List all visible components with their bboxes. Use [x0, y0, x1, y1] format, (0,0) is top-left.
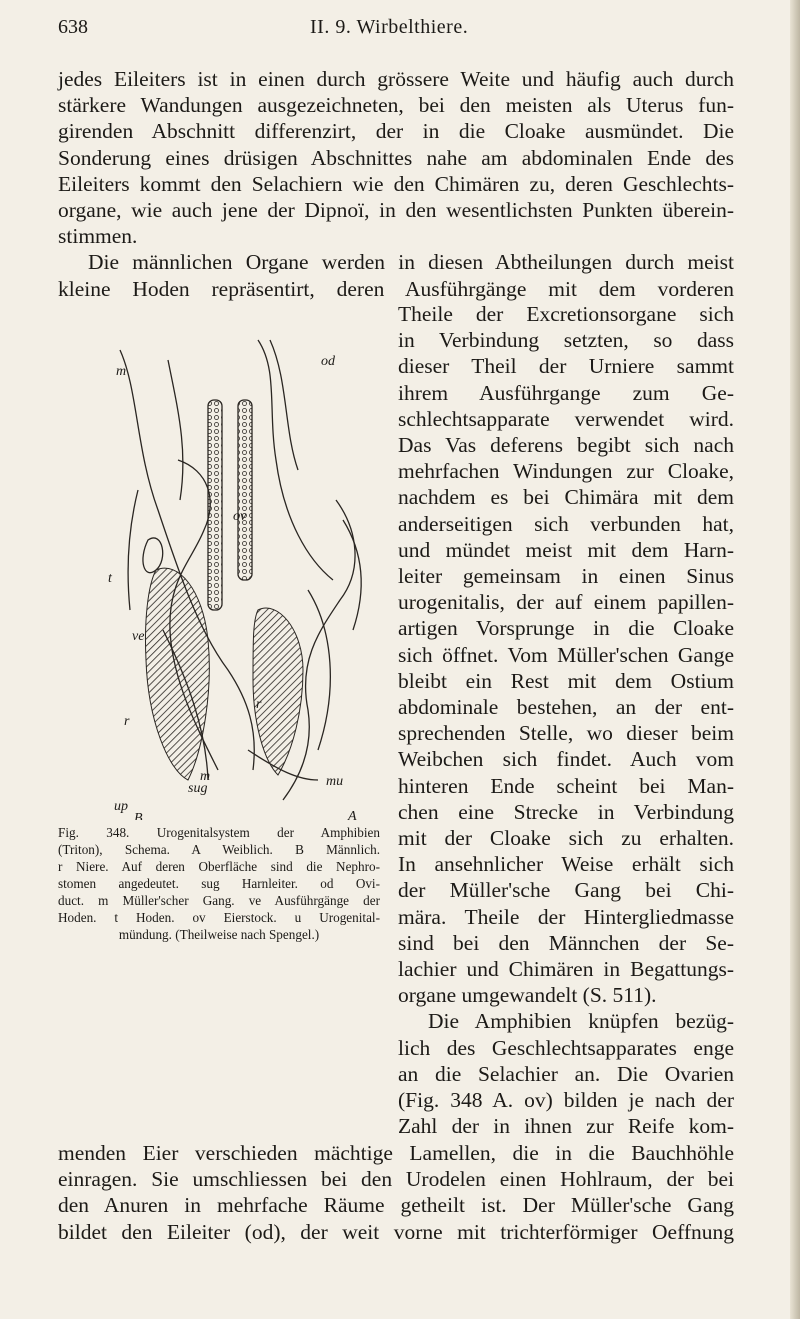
text-line: schlechtsapparate verwendet wird. [398, 406, 734, 431]
figure-caption [58, 824, 380, 943]
label-m-bottom: m [200, 769, 211, 784]
label-r-right: r [256, 697, 262, 712]
text-line: abdominale bestehen, an der ent- [398, 695, 734, 720]
text-line: girenden Abschnitt differenzirt, der in die Cloake ausmündet. Die [58, 119, 734, 144]
text-line: menden Eier verschieden mächtige Lamellen, die in die Bauchhöhle [58, 1141, 734, 1165]
text-line: nachdem es bei Chimära mit dem [398, 485, 734, 510]
text-line: artigen Vorsprunge in die Cloake [398, 616, 734, 641]
text-line: Das Vas deferens begibt sich nach [398, 433, 734, 458]
text-line: Weibchen sich findet. Auch vom [398, 747, 734, 772]
text-line: urogenitalis, der auf einem papillen- [398, 590, 734, 615]
text-line: ihrem Ausführgange zum Ge- [398, 380, 734, 405]
label-od: od [321, 354, 335, 369]
page-edge-shadow [790, 0, 800, 1319]
text-line: Zahl der in ihnen zur Reife kom- [398, 1114, 734, 1139]
body-text-top [58, 66, 734, 302]
text-line: In ansehnlicher Weise erhält sich [398, 852, 734, 877]
caption-line: (Triton), Schema. A Weiblich. B Männlich. [58, 842, 380, 857]
text-line: in Verbindung setzten, so dass [398, 328, 734, 353]
text-line: mära. Theile der Hintergliedmasse [398, 904, 734, 929]
label-t: t [108, 571, 112, 586]
text-line: lich des Geschlechtsapparates enge [398, 1035, 734, 1060]
male-kidney-hatching [145, 568, 209, 780]
text-line: bildet den Eileiter (od), der weit vorne mit trichterförmiger Oeffnung [58, 1219, 734, 1244]
text-line: (Fig. 348 A. ov) bilden je nach der [398, 1088, 734, 1113]
label-ve: ve [132, 629, 145, 644]
text-line: den Anuren in mehrfache Räume getheilt ist. Der Müller'sche Gang [58, 1193, 734, 1218]
text-line: kleine Hoden repräsentirt, deren Ausführgänge mit dem vorderen [58, 276, 734, 301]
female-kidney-hatching [253, 608, 303, 775]
urogenital-figure [108, 330, 378, 820]
text-line: bleibt ein Rest mit dem Ostium [398, 668, 734, 693]
text-line: Die Amphibien knüpfen bezüg- [428, 1009, 734, 1034]
text-line: stärkere Wandungen ausgezeichneten, bei den meisten als Uterus fun- [58, 93, 734, 118]
text-line: sprechenden Stelle, wo dieser beim [398, 721, 734, 746]
text-line: der Müller'sche Gang bei Chi- [398, 878, 734, 903]
label-r-left: r [124, 714, 130, 729]
text-line: Theile der Excretionsorgane sich [398, 302, 734, 326]
caption-line: mündung. (Theilweise nach Spengel.) [118, 927, 320, 942]
text-line: mit der Cloake sich zu erhalten. [398, 826, 734, 851]
page-number: 638 [58, 16, 88, 38]
caption-line: Hoden. t Hoden. ov Eierstock. u Urogenital- [58, 910, 380, 925]
label-mu: mu [326, 774, 344, 789]
text-line: chen eine Strecke in Verbindung [398, 799, 734, 824]
text-line: mehrfachen Windungen zur Cloake, [398, 459, 734, 484]
text-line: organe umgewandelt (S. 511). [398, 983, 657, 1008]
text-line: einragen. Sie umschliessen bei den Urodelen einen Hohlraum, der bei [58, 1167, 734, 1192]
label-B: B [134, 811, 143, 820]
text-line: hinteren Ende scheint bei Man- [398, 773, 734, 798]
label-m: m [116, 364, 127, 379]
text-line: organe, wie auch jene der Dipnoï, in den wesentlichsten Punkten überein- [58, 198, 734, 223]
text-line: an die Selachier an. Die Ovarien [398, 1061, 734, 1086]
caption-line: duct. m Müller'scher Gang. ve Ausführgänge der [58, 893, 380, 908]
text-line: jedes Eileiters ist in einen durch grössere Weite und häufig auch durch [58, 67, 734, 91]
label-up: up [114, 799, 128, 814]
text-line: Die männlichen Organe werden in diesen Abtheilungen durch meist [88, 250, 734, 275]
text-line: und mündet meist mit dem Harn- [398, 537, 734, 562]
caption-line: Fig. 348. Urogenitalsystem der Amphibien [58, 825, 380, 840]
page-header [58, 16, 758, 46]
running-title: II. 9. Wirbelthiere. [310, 16, 469, 38]
caption-line: stomen angedeutet. sug Harnleiter. od Ovi- [58, 876, 380, 891]
text-line: sind bei den Männchen der Se- [398, 930, 734, 955]
text-line: sich öffnet. Vom Müller'schen Gange [398, 642, 734, 667]
text-line: anderseitigen sich verbunden hat, [398, 511, 734, 536]
label-A: A [348, 809, 357, 820]
caption-line: r Niere. Auf deren Oberfläche sind die Nephro- [58, 859, 380, 874]
label-sug: sug [188, 781, 208, 796]
body-text-right-column [398, 301, 734, 1140]
text-line: dieser Theil der Urniere sammt [398, 354, 734, 379]
body-text-bottom [58, 1140, 734, 1245]
text-line: Eileiters kommt den Selachiern wie den Chimären zu, deren Geschlechts- [58, 171, 734, 196]
female-organs-A [238, 340, 361, 800]
text-line: Sonderung eines drüsigen Abschnittes nahe am abdominalen Ende des [58, 145, 734, 170]
text-line: lachier und Chimären in Begattungs- [398, 957, 734, 982]
text-line: stimmen. [58, 224, 138, 249]
label-ov: ov [233, 509, 247, 524]
text-line: leiter gemeinsam in einen Sinus [398, 564, 734, 589]
urogenital-illustration [108, 330, 378, 820]
